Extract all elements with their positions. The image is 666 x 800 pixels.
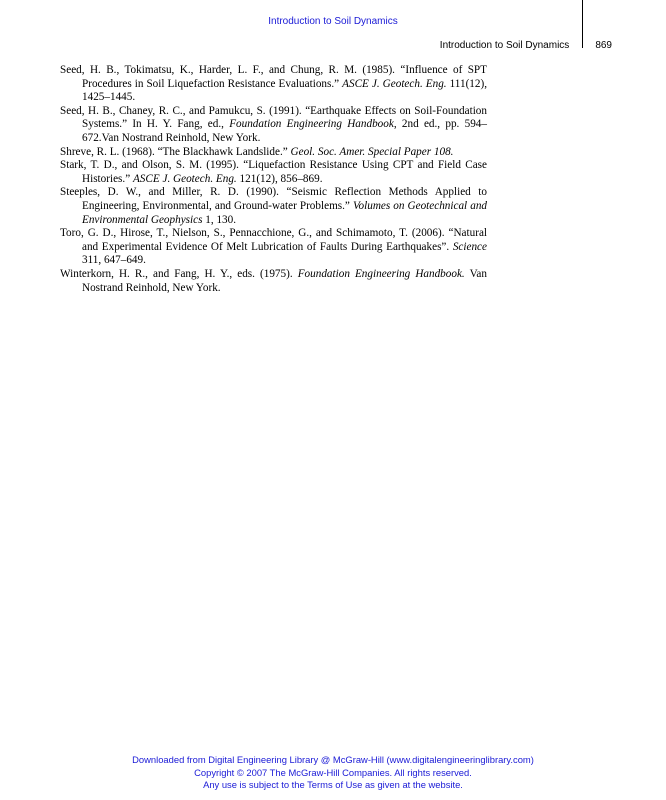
ref-title: “Liquefaction Resistance Using CPT and Field Case Histories.” — [82, 159, 488, 185]
ref-details: 1, 130. — [205, 213, 237, 226]
ref-source: ASCE J. Geotech. Eng. — [342, 77, 447, 90]
ref-authors: Toro, G. D., Hirose, T., Nielson, S., Pennacchione, G., and Schimamoto, T. (2006). — [60, 227, 445, 240]
ref-title: “The Blackhawk Landslide.” — [157, 145, 288, 158]
ref-source: Foundation Engineering Handbook — [229, 118, 394, 131]
running-head — [440, 40, 612, 51]
ref-source: Foundation Engineering Handbook. — [297, 267, 465, 280]
ref-authors: Steeples, D. W., and Miller, R. D. (1990). — [60, 186, 279, 199]
reference-item — [60, 105, 487, 146]
reference-item — [60, 186, 487, 227]
ref-title: “Earthquake Effects on Soil-Foundation Systems.” In H. Y. Fang, ed., — [82, 104, 487, 131]
ref-source: Volumes on Geotechnical and Environmental Geophysics — [82, 199, 488, 226]
top-book-link[interactable]: Introduction to Soil Dynamics — [268, 16, 398, 27]
running-title: Introduction to Soil Dynamics — [439, 40, 570, 51]
reference-list — [60, 64, 487, 295]
reference-item — [60, 227, 487, 268]
reference-item — [60, 64, 487, 105]
ref-source: Science — [452, 240, 487, 253]
ref-authors: Seed, H. B., Chaney, R. C., and Pamukcu, S. (1991). — [60, 104, 302, 117]
page-number: 869 — [595, 40, 612, 51]
ref-authors: Stark, T. D., and Olson, S. M. (1995). — [60, 159, 239, 172]
ref-title: “Natural and Experimental Evidence Of Melt Lubrication of Faults During Earthquakes”. — [82, 227, 488, 253]
ref-authors: Winterkorn, H. R., and Fang, H. Y., eds. (1975). — [60, 267, 293, 280]
ref-title: “Seismic Reflection Methods Applied to Engineering, Environmental, and Ground-water Problems.” — [82, 186, 488, 212]
reference-item — [60, 159, 487, 186]
ref-details: 121(12), 856–869. — [239, 172, 323, 185]
ref-details: 311, 647–649. — [82, 254, 146, 267]
ref-details: , 2nd ed., pp. 594–672.Van Nostrand Reinhold, New York. — [82, 118, 487, 144]
ref-title: “Influence of SPT Procedures in Soil Liquefaction Resistance Evaluations.” — [82, 64, 487, 90]
footer-terms: Any use is subject to the Terms of Use as given at the website. — [203, 779, 463, 791]
ref-source: ASCE J. Geotech. Eng. — [132, 172, 237, 185]
footer-download-link[interactable]: Downloaded from Digital Engineering Library @ McGraw-Hill (www.digitalengineeringlibrary.com) — [132, 754, 534, 765]
ref-authors: Seed, H. B., Tokimatsu, K., Harder, L. F., and Chung, R. M. (1985). — [60, 64, 395, 76]
footer-notice — [0, 754, 666, 792]
footer-copyright: Copyright © 2007 The McGraw-Hill Companies. All rights reserved. — [194, 766, 472, 778]
ref-authors: Shreve, R. L. (1968). — [60, 145, 155, 158]
ref-source: Geol. Soc. Amer. Special Paper 108. — [290, 145, 454, 158]
ref-details: Van Nostrand Reinhold, New York. — [82, 267, 487, 294]
reference-item — [60, 146, 487, 160]
ref-details: 111(12), 1425–1445. — [82, 77, 488, 104]
reference-item — [60, 268, 487, 295]
